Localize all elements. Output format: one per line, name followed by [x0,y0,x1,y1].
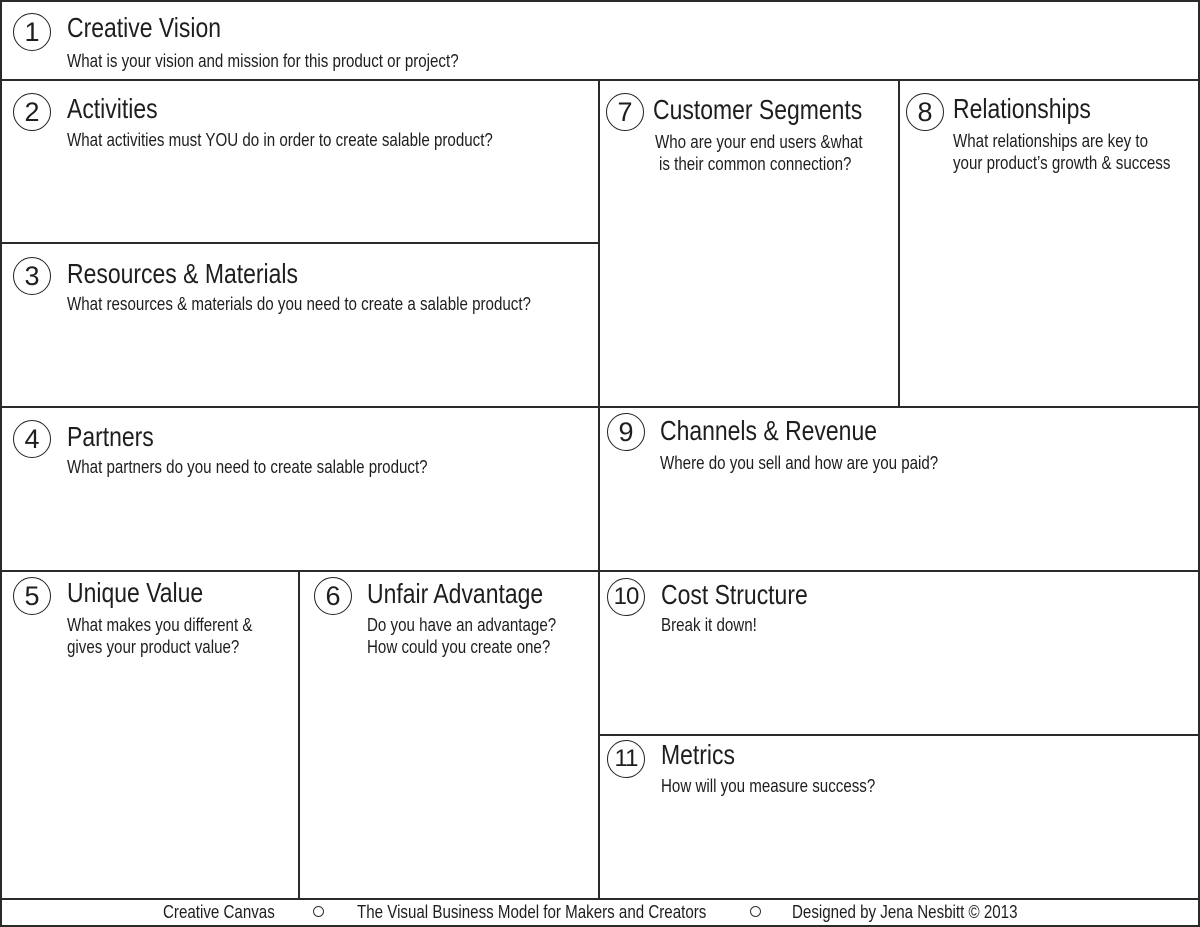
section-question: Where do you sell and how are you paid? [660,453,939,473]
section-title: Activities [67,93,158,124]
section-number-badge: 2 [13,93,51,131]
section-number-badge: 1 [13,13,51,51]
section-creative-vision [0,0,1200,80]
section-question: How will you measure success? [661,776,876,796]
section-question: What activities must YOU do in order to create salable product? [67,130,493,150]
section-partners [0,407,600,571]
section-question-line: How could you create one? [367,637,551,657]
separator-circle-icon [313,906,324,917]
section-title: Metrics [661,739,735,770]
section-channels-revenue [600,407,1200,571]
section-question: What is your vision and mission for this product or project? [67,51,459,71]
footer [0,898,1200,927]
section-number-badge: 10 [607,578,645,616]
section-title: Unique Value [67,577,204,608]
section-title: Customer Segments [653,94,863,125]
section-title: Cost Structure [661,579,808,610]
section-metrics [600,735,1200,899]
section-unfair-advantage [300,571,599,899]
section-number-badge: 6 [314,577,352,615]
section-question-line: gives your product value? [67,637,240,657]
section-number-badge: 4 [13,420,51,458]
section-cost-structure [600,571,1200,735]
separator-circle-icon [750,906,761,917]
section-question-line: your product’s growth & success [953,153,1171,173]
section-title: Creative Vision [67,12,221,43]
section-unique-value [0,571,299,899]
section-number-badge: 5 [13,577,51,615]
section-question-line: Who are your end users &what [655,132,863,152]
footer-credit: Designed by Jena Nesbitt © 2013 [792,902,1018,922]
section-question-line: is their common connection? [659,154,852,174]
section-number-badge: 9 [607,413,645,451]
section-number-badge: 7 [606,93,644,131]
section-number-badge: 8 [906,93,944,131]
section-title: Relationships [953,93,1091,124]
section-question: Break it down! [661,615,757,635]
section-title: Partners [67,421,154,452]
section-title: Resources & Materials [67,258,298,289]
section-relationships [900,80,1200,407]
footer-title: Creative Canvas [163,902,275,922]
section-customer-segments [600,80,899,407]
section-title: Channels & Revenue [660,415,877,446]
footer-tagline: The Visual Business Model for Makers and Creators [357,902,707,922]
section-question: What partners do you need to create salable product? [67,457,428,477]
section-title: Unfair Advantage [367,578,544,609]
section-question-line: What makes you different & [67,615,253,635]
section-question-line: What relationships are key to [953,131,1148,151]
section-resources-materials [0,243,600,407]
section-activities [0,80,600,243]
section-number-badge: 3 [13,257,51,295]
section-question-line: Do you have an advantage? [367,615,557,635]
section-number-badge: 11 [607,740,645,778]
section-question: What resources & materials do you need to create a salable product? [67,294,531,314]
